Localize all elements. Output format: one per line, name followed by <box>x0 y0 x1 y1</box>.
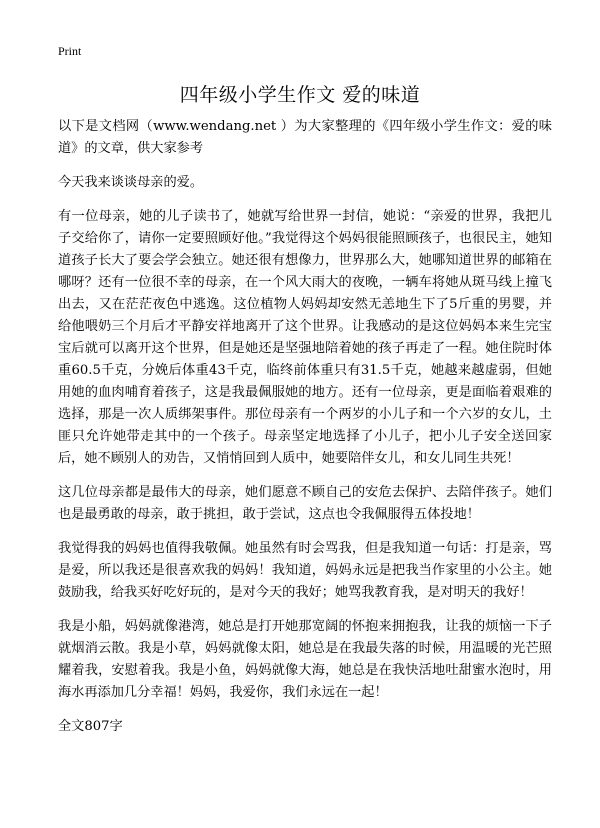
paragraph-3: 这几位母亲都是最伟大的母亲，她们愿意不顾自己的安危去保护、去陪伴孩子。她们也是最勇敢的母亲，敢于挑担，敢于尝试，这点也令我佩服得五体投地！ <box>58 485 552 522</box>
word-count: 全文807字 <box>58 719 123 734</box>
print-link[interactable]: Print <box>58 44 82 58</box>
paragraph-1: 今天我来谈谈母亲的爱。 <box>58 175 204 190</box>
paragraph-5: 我是小船，妈妈就像港湾，她总是打开她那宽阔的怀抱来拥抱我，让我的烦恼一下子就烟消云散。我是小草，妈妈就像太阳，她总是在我最失落的时候，用温暖的光芒照耀着我，安慰着我。我是小鱼，妈妈就像大海，她总是在我快活地吐甜蜜水泡时，用海水再添加几分幸福！妈妈，我爱你，我们永远在一起！ <box>58 619 552 700</box>
page-title: 四年级小学生作文 爱的味道 <box>179 84 421 106</box>
paragraph-2: 有一位母亲，她的儿子读书了，她就写给世界一封信，她说：“亲爱的世界，我把儿子交给你了，请你一定要照顾好他。”我觉得这个妈妈很能照顾孩子，也很民主，她知道孩子长大了要会学会独立。她还很有想像力，世界那么大，她哪知道世界的邮箱在哪呀？还有一位很不幸的母亲，在一个风大雨大的夜晚，一辆车将她从斑马线上撞飞出去，又在茫茫夜色中逃逸。这位植物人妈妈却安然无恙地生下了5斤重的男婴，并给他喂奶三个月后才平静安祥地离开了这个世界。让我感动的是这位妈妈本来生完宝宝后就可以离开这个世界，但是她还是坚强地陪着她的孩子再走了一程。她住院时体重60.5千克，分娩后体重43千克，临终前体重只有31.5千克，她越来越虚弱，但她用她的血肉哺育着孩子，这是我最佩服她的地方。还有一位母亲，更是面临着艰难的选择，那是一次人质绑架事件。那位母亲有一个两岁的小儿子和一个六岁的女儿，土匪只允许她带走其中的一个孩子。母亲坚定地选择了小儿子，把小儿子安全送回家后，她不顾别人的劝告，又悄悄回到人质中，她要陪伴女儿，和女儿同生共死！ <box>58 209 552 466</box>
article-body <box>58 116 552 750</box>
paragraph-4: 我觉得我的妈妈也值得我敬佩。她虽然有时会骂我，但是我知道一句话：打是亲，骂是爱，所以我还是很喜欢我的妈妈！我知道，妈妈永远是把我当作家里的小公主。她鼓励我，给我买好吃好玩的，是对今天的我好；她骂我教育我，是对明天的我好！ <box>58 541 552 600</box>
intro-paragraph: 以下是文档网（www.wendang.net ）为大家整理的《四年级小学生作文：爱的味道》的文章，供大家参考 <box>58 119 552 156</box>
